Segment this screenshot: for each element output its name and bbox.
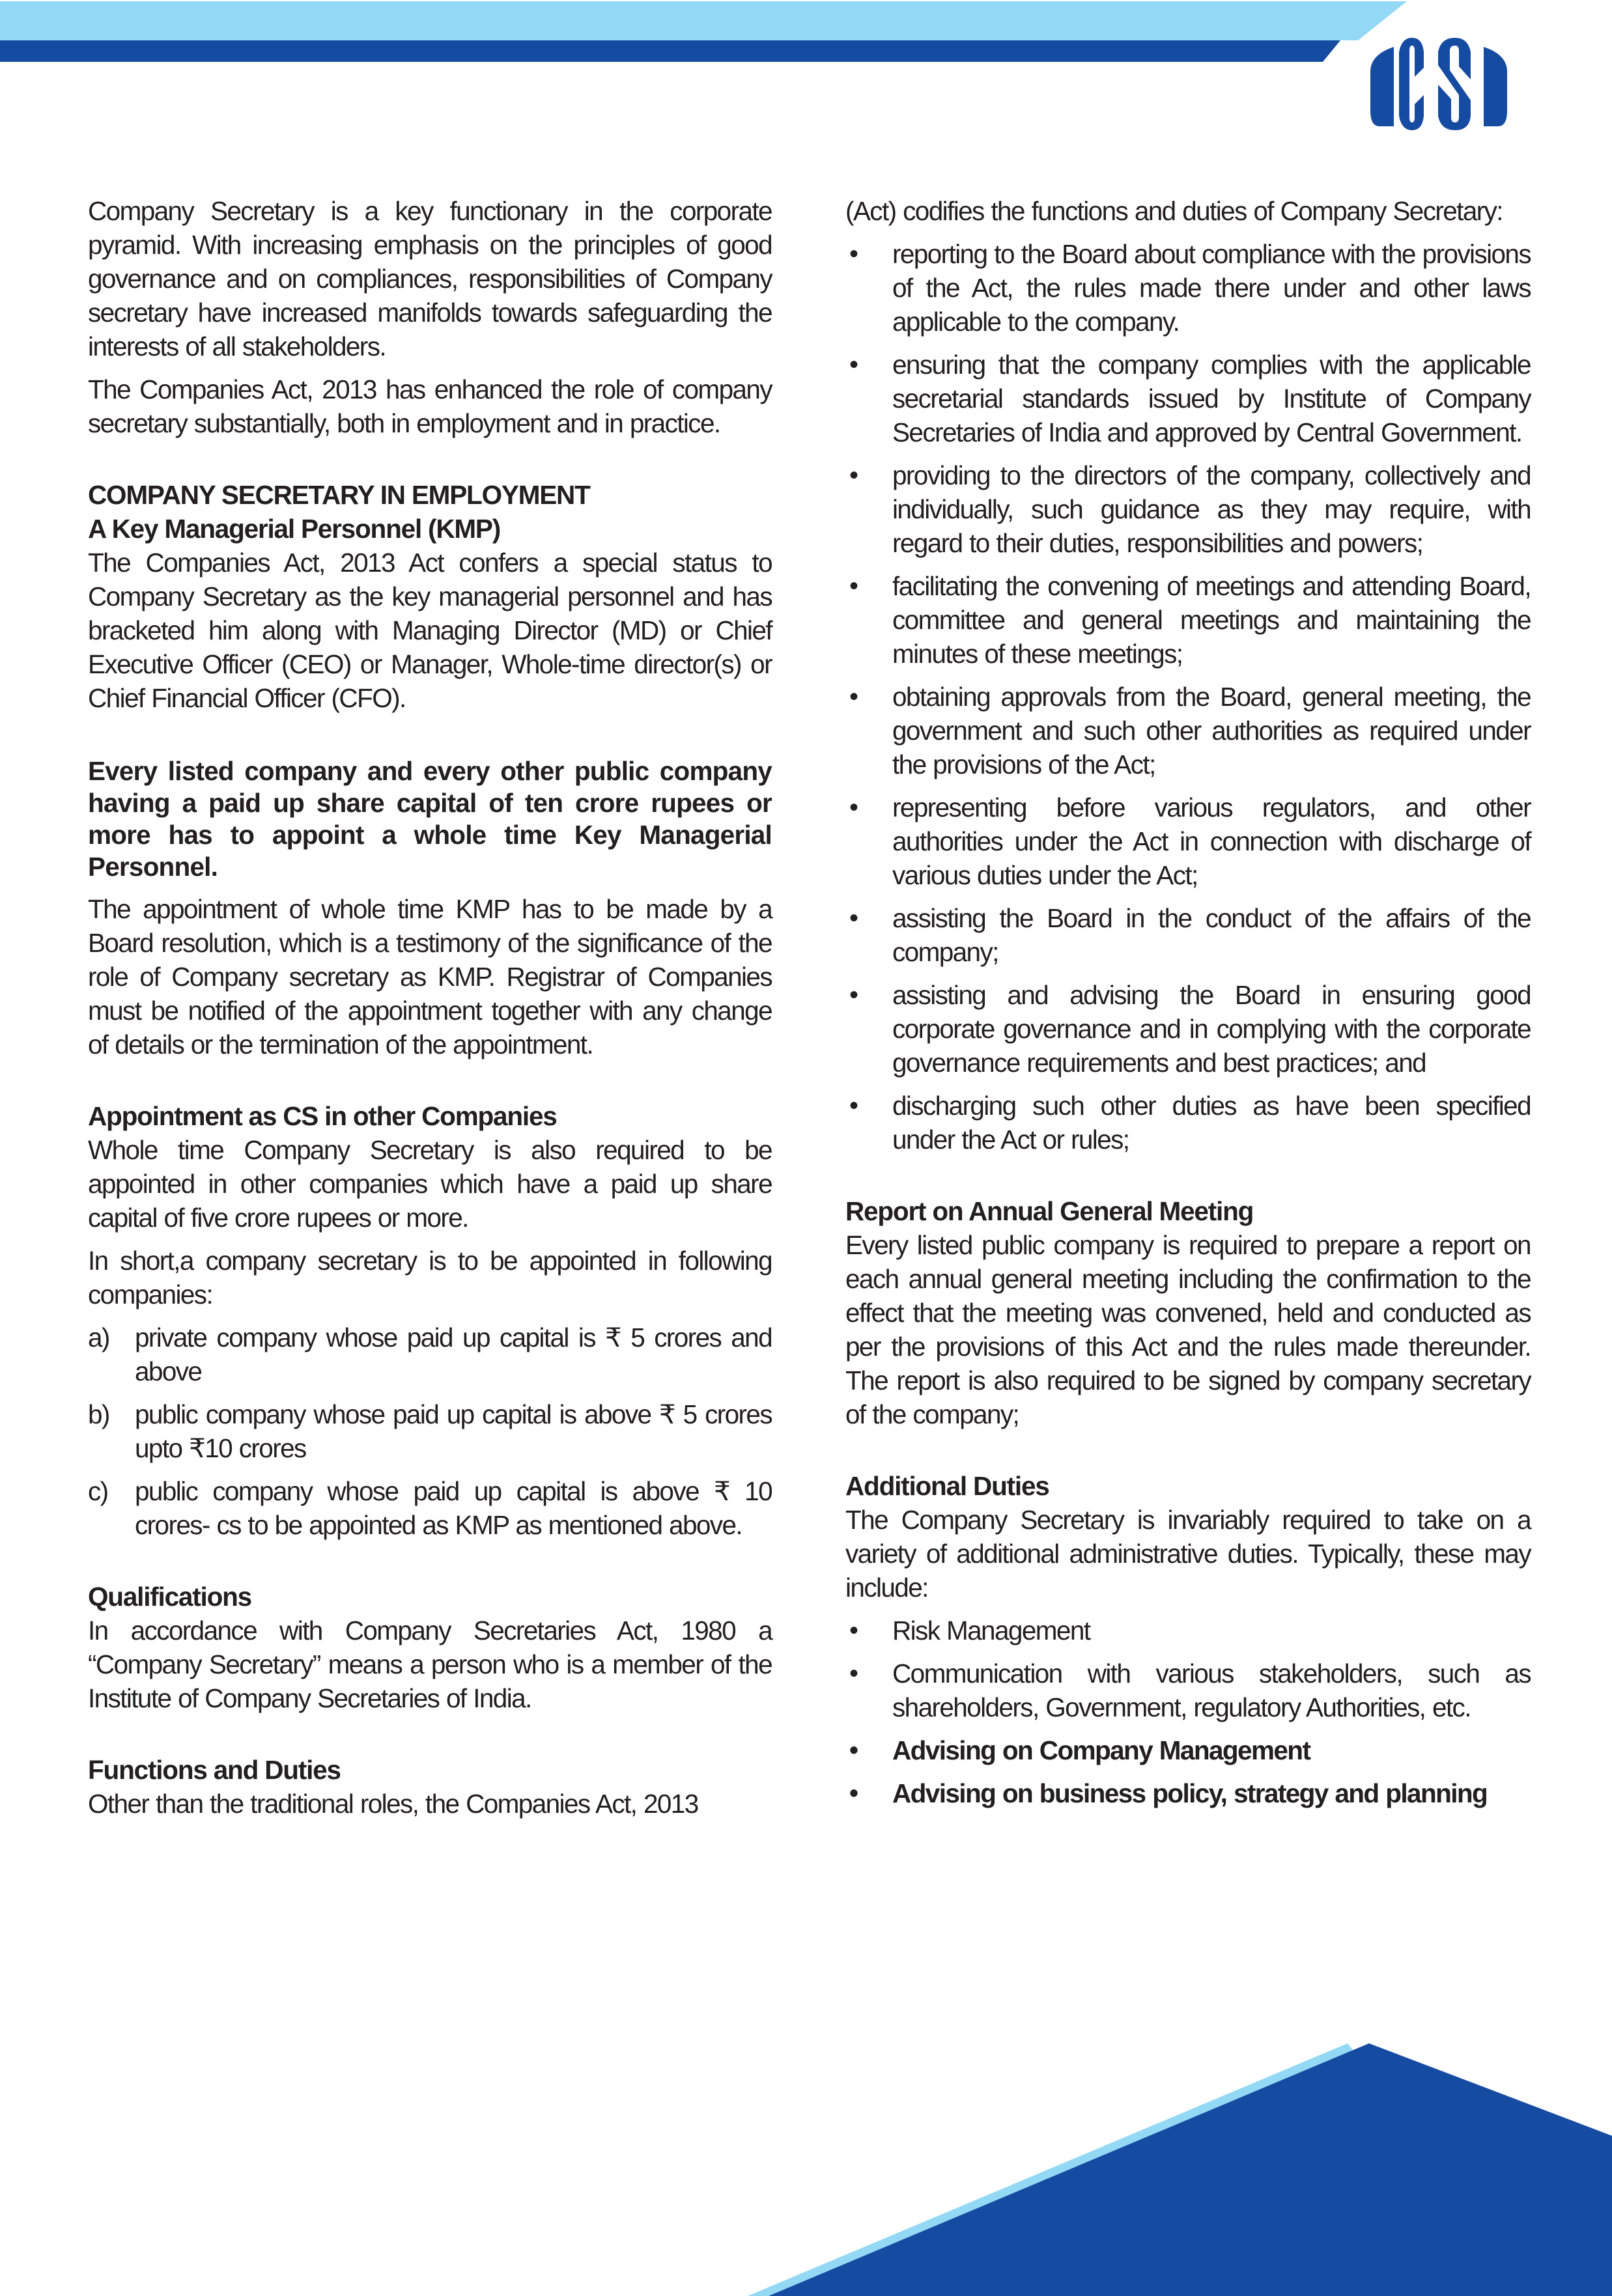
logo-letter-c	[1399, 38, 1424, 130]
list-marker: b)	[88, 1399, 109, 1429]
list-item-text: discharging such other duties as have been specified under the Act or rules;	[892, 1091, 1531, 1155]
section-heading-employment: COMPANY SECRETARY IN EMPLOYMENT	[88, 480, 590, 510]
list-item-text: public company whose paid up capital is above ₹ 10 crores- cs to be appointed as KMP as mentioned above.	[135, 1476, 772, 1540]
additional-duties-list	[845, 1614, 1531, 1810]
bullet-icon: •	[849, 572, 858, 600]
kmp-appointment-paragraph: The appointment of whole time KMP has to be made by a Board resolution, which is a testimony of the significance of the role of Company secretary as KMP. Registrar of Companies must be notified of the appointment together with any change of details or the termination of the appointment.	[88, 894, 772, 1059]
top-dark-band	[0, 40, 1340, 62]
list-item	[88, 1397, 772, 1465]
icsi-logo	[1368, 33, 1538, 130]
bullet-icon: •	[849, 1616, 858, 1645]
list-item	[845, 458, 1531, 560]
subheading-kmp: A Key Managerial Personnel (KMP)	[88, 514, 501, 544]
list-marker: c)	[88, 1476, 108, 1506]
list-item-text: ensuring that the company complies with the applicable secretarial standards issued by Institute of Company Secretaries of India and approved by Central Government.	[892, 350, 1531, 447]
list-item	[845, 1089, 1531, 1156]
logo-letter-s	[1438, 38, 1471, 130]
functions-paragraph-continued: (Act) codifies the functions and duties of Company Secretary:	[845, 196, 1503, 226]
list-item-text: Advising on business policy, strategy and planning	[892, 1778, 1488, 1808]
agm-paragraph: Every listed public company is required to prepare a report on each annual general meeting including the confirmation to the effect that the meeting was convened, held and conducted as per the provisions of this Act and the rules made thereunder. The report is also required to be signed by company secretary of the company;	[845, 1230, 1531, 1429]
logo-letter-i-left	[1370, 47, 1394, 126]
bullet-icon: •	[849, 904, 858, 932]
list-item	[845, 1733, 1531, 1767]
list-item	[845, 237, 1531, 339]
bullet-icon: •	[849, 1659, 858, 1688]
list-item-text: Communication with various stakeholders, such as shareholders, Government, regulatory Authorities, etc.	[892, 1659, 1531, 1722]
right-column	[845, 194, 1531, 1819]
bullet-icon: •	[849, 981, 858, 1009]
list-item	[845, 1776, 1531, 1810]
logo-letter-i-right	[1484, 47, 1507, 126]
list-item-text: providing to the directors of the company, collectively and individually, such guidance as they may require, with regard to their duties, responsibilities and powers;	[892, 460, 1531, 558]
additional-duties-paragraph: The Company Secretary is invariably required to take on a variety of additional administrative duties. Typically, these may include:	[845, 1505, 1531, 1603]
bullet-icon: •	[849, 793, 858, 822]
bottom-light-triangle	[748, 2043, 1358, 2296]
list-item-text: Advising on Company Management	[892, 1735, 1310, 1765]
list-item-text: reporting to the Board about compliance with the provisions of the Act, the rules made there under and other laws applicable to the company.	[892, 239, 1531, 337]
bullet-icon: •	[849, 350, 858, 379]
list-item	[845, 901, 1531, 969]
section-heading-functions: Functions and Duties	[88, 1755, 341, 1785]
list-item-text: representing before various regulators, and other authorities under the Act in connection with discharge of various duties under the Act;	[892, 792, 1531, 890]
list-item	[88, 1474, 772, 1542]
intro-paragraph: The Companies Act, 2013 has enhanced the role of company secretary substantially, both in employment and in practice.	[88, 374, 772, 438]
bullet-icon: •	[849, 682, 858, 711]
kmp-requirement-statement: Every listed company and every other public company having a paid up share capital of ten crore rupees or more has to appoint a whole time Key Managerial Personnel.	[88, 756, 772, 882]
left-column	[88, 194, 772, 1821]
section-heading-agm: Report on Annual General Meeting	[845, 1196, 1254, 1226]
list-item	[845, 1657, 1531, 1724]
list-item-text: private company whose paid up capital is ₹ 5 crores and above	[135, 1323, 772, 1386]
company-type-list	[88, 1321, 772, 1542]
section-heading-other-companies: Appointment as CS in other Companies	[88, 1101, 557, 1131]
bullet-icon: •	[849, 1736, 858, 1765]
bottom-dark-triangle	[769, 2043, 1612, 2296]
intro-paragraph: Company Secretary is a key functionary in the corporate pyramid. With increasing emphasis on the principles of good governance and on compliances, responsibilities of Company secretary have increased manifolds towards safeguarding the interests of all stakeholders.	[88, 196, 772, 361]
bullet-icon: •	[849, 1091, 858, 1120]
functions-paragraph-start: Other than the traditional roles, the Companies Act, 2013	[88, 1789, 698, 1819]
list-item	[845, 791, 1531, 892]
bullet-icon: •	[849, 1779, 858, 1808]
list-item-text: public company whose paid up capital is above ₹ 5 crores upto ₹10 crores	[135, 1399, 772, 1463]
list-item	[845, 348, 1531, 449]
bullet-icon: •	[849, 240, 858, 268]
section-heading-qualifications: Qualifications	[88, 1582, 251, 1612]
section-heading-additional-duties: Additional Duties	[845, 1471, 1049, 1501]
list-item-text: Risk Management	[892, 1616, 1090, 1645]
duties-list	[845, 237, 1531, 1156]
list-item-text: obtaining approvals from the Board, general meeting, the government and such other authorities as required under the provisions of the Act;	[892, 682, 1531, 779]
list-marker: a)	[88, 1323, 109, 1352]
bullet-icon: •	[849, 461, 858, 490]
list-item	[845, 1614, 1531, 1647]
kmp-paragraph: The Companies Act, 2013 Act confers a special status to Company Secretary as the key managerial personnel and has bracketed him along with Managing Director (MD) or Chief Executive Officer (CEO) or Manager, Whole-time director(s) or Chief Financial Officer (CFO).	[88, 548, 772, 713]
top-light-band	[0, 1, 1407, 40]
list-item-text: assisting the Board in the conduct of the affairs of the company;	[892, 903, 1531, 967]
list-item	[845, 569, 1531, 671]
other-companies-paragraph: In short,a company secretary is to be appointed in following companies:	[88, 1246, 772, 1309]
other-companies-paragraph: Whole time Company Secretary is also required to be appointed in other companies which have a paid up share capital of five crore rupees or more.	[88, 1135, 772, 1233]
list-item	[88, 1321, 772, 1388]
list-item-text: facilitating the convening of meetings and attending Board, committee and general meetings and maintaining the minutes of these meetings;	[892, 571, 1531, 669]
qualifications-paragraph: In accordance with Company Secretaries Act, 1980 a “Company Secretary” means a person who is a member of the Institute of Company Secretaries of India.	[88, 1616, 772, 1713]
list-item	[845, 680, 1531, 781]
list-item	[845, 978, 1531, 1080]
list-item-text: assisting and advising the Board in ensuring good corporate governance and in complying with the corporate governance requirements and best practices; and	[892, 980, 1531, 1078]
